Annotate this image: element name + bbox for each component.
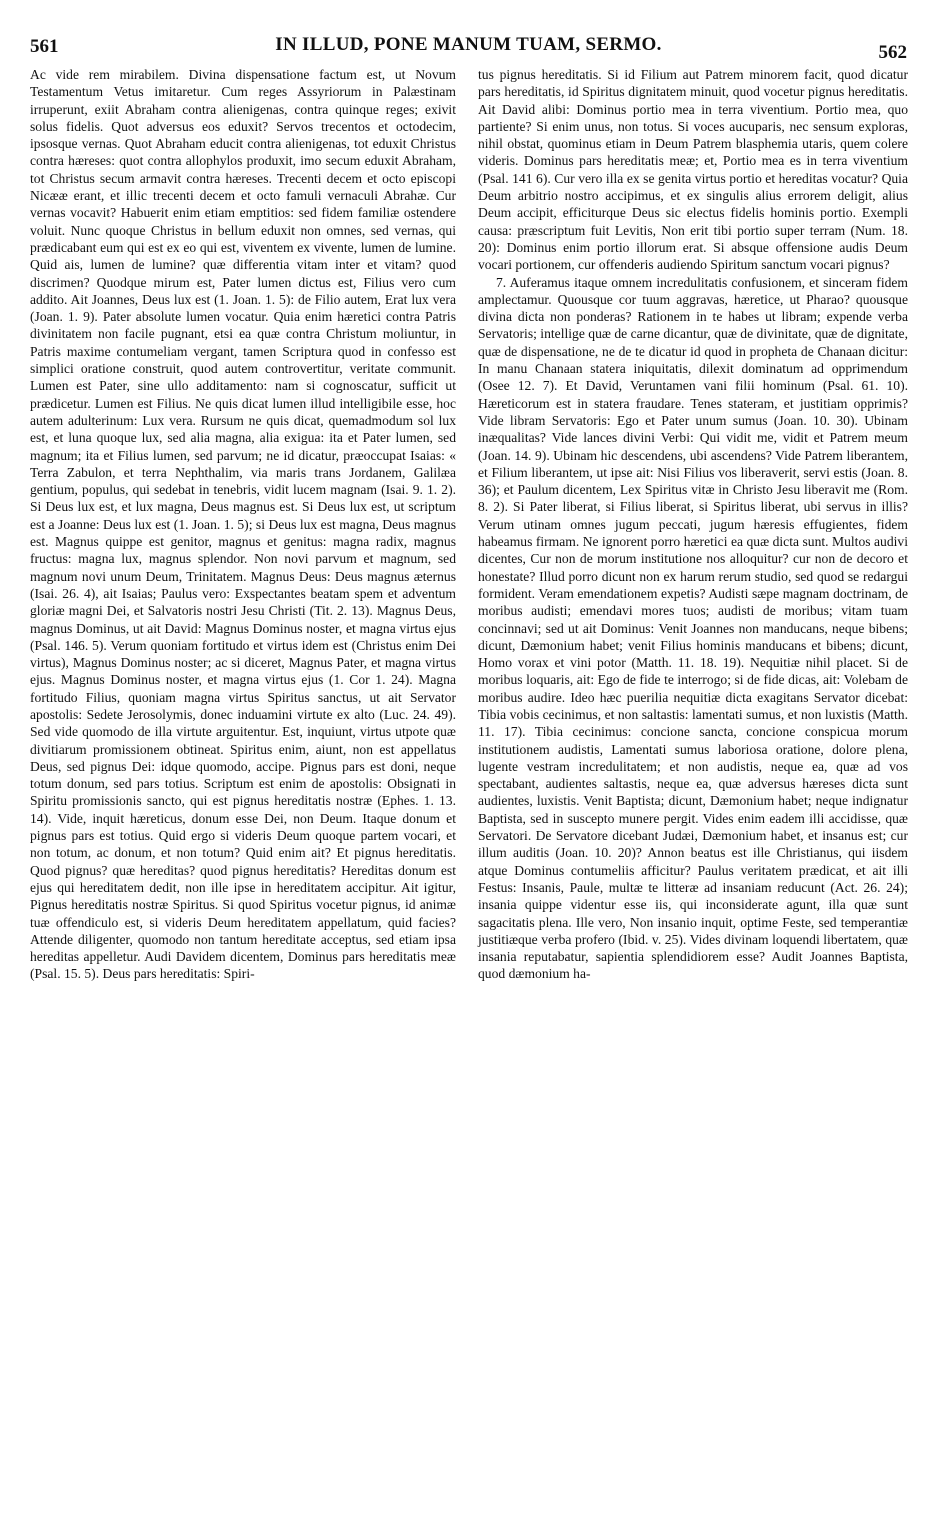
page-number-right: 562	[878, 42, 907, 63]
right-paragraph-section-7: 7. Auferamus itaque omnem incredulitatis confusionem, et sinceram fidem amplectamur. Quousque cor tuum aggravas, hæretice, ut Pharao? quousque divina dicta non ponderas? Rationem in te habes ut libram; expende verba Servatoris; intellige quæ de carne dicantur, quæ de divinitate, quæ de dignitate, quæ de dispensatione, ne de te dicatur id quod in propheta de Chanaan dicitur: In manu Chanaan statera iniquitatis, dilexit dominatum ad opprimendum (Osee 12. 7). Et David, Veruntamen vani filii hominum (Psal. 61. 10). Hæreticorum est in statera fraudare. Tenes stateram, et justitiam opprimis? Vide libram Servatoris: Ego et Pater unum sumus (Joan. 10. 30). Ubinam inæqualitas? Vide lances divini Verbi: Qui vidit me, vidit et Patrem meum (Joan. 14. 9). Ubinam hic descendens, ubi ascendens? Vide Patrem liberantem, et Filium liberantem, ut ipse ait: Nisi Filius vos liberaverit, servi estis (Joan. 8. 36); et Paulum dicentem, Lex Spiritus vitæ in Christo Jesu liberavit me (Rom. 8. 2). Si Pater liberat, si Filius liberat, si Spiritus liberat, ubi servus in illis? Verum utinam omnes jugum peccati, jugum hæresis effugientes, fidem habeamus firmam. Ne ignorent porro hæretici ea quæ dicta sunt. Multos audivi dicentes, Cur non de morum institutione nos alloquitur? cur non de decoro et honestate? Illud porro dicunt non ex harum rerum studio, sed quod se redargui formident. Veram emendationem expetis? Audisti sæpe magnam doctrinam, de moribus audisti; emendavi mores tuos; audisti de moribus; vitam tuam concinnavi; sed ut ait Dominus: Venit Joannes non manducans, neque bibens; dicunt, Dæmonium habet; venit Filius hominis manducans et bibens; dicunt, Homo vorax et vini potor (Matth. 11. 18. 19). Nequitiæ nihil placet. Si de moribus loquaris, ait: Ego de fide te interrogo; si de fide dicas, ait: Volebam de moribus audire. Ideo hæc puerilia nequitiæ dicta exagitans Servator dicebat: Tibia vobis cecinimus, et non saltastis: lamentati sumus, et non luxistis (Matth. 11. 17). Tibia cecinimus: concione sancta, concione conspicua morum institutionem audistis, Lamentati sumus laboriosa oratione, dolore plena, lugente vestram incredulitatem; et non audistis, neque ea, quæ ad vos spectabant, audientes saltastis, neque ea, quæ adversus hæreses dicta sunt audientes, luxistis. Venit Baptista; dicunt, Dæmonium habet; neque indignatur Baptista, sed in suscepto munere pergit. Vides enim eadem illi accidisse, quæ Servatori. De Servatore dicebant Judæi, Dæmonium habet, et insanus est; cur illum auditis (Joan. 10. 20)? Annon beatus est ille Christianus, qui iisdem atque Dominus contumeliis afficitur? Paulus veritatem prædicat, et ait illi Festus: Insanis, Paule, multæ te litteræ ad insaniam reducunt (Act. 26. 24); insania quippe videntur esse iis, qui inconsiderate agunt, illa quæ sunt sagacitatis plena. Ille vero, Non insanio inquit, optime Feste, sed temperantiæ justitiæque verba profero (Ibid. v. 25). Vides divinam loquendi libertatem, quæ insania reputabatur, sapientia splendidiorem esse? Audit Joannes Baptista, quod dæmonium ha-	[478, 274, 908, 982]
right-paragraph-continuation: tus pignus hereditatis. Si id Filium aut Patrem minorem facit, quod dicatur pars hereditatis, id Spiritus dignitatem minuit, quod vocetur pignus hereditatis. Ait David alibi: Dominus portio mea in terra viventium. Portio mea, quo partiente? Si enim unus, non totus. Si voces aucuparis, nec sensum exploras, nihil obstat, quominus etiam in Deum Patrem blasphemia utaris, quem colere videris. Dominus pars hereditatis meæ; et, Portio mea es in terra viventium (Psal. 141 6). Cur vero illa ex se genita virtus portio et hereditas vocatur? Quia Deum arbitrio nostro accipimus, et ex singulis alius errorem deligit, alius Deum accipit, efficiturque Deus sic electus fidelis hominis portio. Exempli causa: præscriptum fuit Levitis, Non erit tibi portio super terram (Num. 18. 20): Dominus enim portio illorum erat. Si absque offensione audis Deum vocari portionem, cur offenderis audiendo Spiritum sanctum vocari pignus?	[478, 67, 908, 273]
left-column	[30, 66, 456, 983]
page-header	[30, 34, 907, 63]
right-column	[478, 66, 908, 983]
page-number-left: 561	[30, 36, 59, 57]
left-paragraph: Ac vide rem mirabilem. Divina dispensatione factum est, ut Novum Testamentum Vetus imitaretur. Cum reges Assyriorum in Palæstinam irruperunt, exiit Abraham contra alienigenas, contra quinque reges; exivit solus fidelis. Quot adversus eos eduxit? Servos trecentos et octodecim, ipsosque vernas. Quot Abraham educit contra alienigenas, tot eduxit Christus contra hæreses: quot contra allophylos produxit, imo secum eduxit Abraham, tot Christus secum armavit contra hæreses. Trecenti decem et octo episcopi Nicææ erant, et illic trecenti decem et octo famuli vernaculi Abrahæ. Cur vernas vocavit? Habuerit enim etiam emptitios: sed fidem familiæ ostendere voluit. Nunc quoque Christus in bellum eduxit non omnes, sed vernas, qui prædicabant eum qui est ex eo qui est, viventem ex vivente, lumen de lumine. Quid ais, lumen de lumine? quæ differentia vitam inter et vitam? quod discrimen? Quodque mirum est, Pater lumen dictus est, Filius vero cum addito. Ait Joannes, Deus lux est (1. Joan. 1. 5): de Filio autem, Erat lux vera (Joan. 1. 9). Pater absolute lumen vocatur. Quia enim hæretici contra Patris divinitatem non facile pugnant, etsi ea quæ contra Christum moliuntur, in Patris maxime contumeliam vergant, tamen Scriptura quod in confesso est simplici oratione construit, quod autem controvertitur, veritate communit. Lumen est Pater, sine ullo additamento: nam si cognoscatur, sufficit ut prædicetur. Lumen est Filius. Ne quis dicat lumen illud intelligibile esse, hoc autem adulterinum: Lux vera. Rursum ne quis dicat, quemadmodum sol lux est, et luna quoque lux, sed alia magna, alia exigua: ita et Pater lumen, sed magnum; ita et Filius lumen, sed parvum; ne id dicatur, præoccupat Isaias: « Terra Zabulon, et terra Nephthalim, via maris trans Jordanem, Galilæa gentium, populus, qui sedebat in tenebris, vidit lucem magnam (Isai. 9. 1. 2). Si Deus lux est, et lux magna, Deus magnus est. Si Deus lux est, ut scriptum est a Joanne: Deus lux est (1. Joan. 1. 5); si Deus lux est magna, Deus magnus est. Magnus quippe est genitor, magnus et genitus: magna radix, magnus fructus: magna lux, magnus splendor. Non novi parvum et magnum, sed magnum novi unum Deum, Trinitatem. Magnus Deus: Deus magnus æternus (Isai. 26. 4), ait Isaias; Paulus vero: Exspectantes beatam spem et adventum gloriæ magni Dei, et Salvatoris nostri Jesu Christi (Tit. 2. 13). Magnus Deus, magnus Dominus, ut ait David: Magnus Dominus noster, et magna virtus ejus (Psal. 146. 5). Verum quoniam fortitudo et virtus idem est (Christus enim Dei virtus), Magnus Dominus noster; ac si diceret, Magnus Pater, et magna virtus ejus. Magnus Dominus noster, et magna virtus ejus (1. Cor 1. 24). Magna fortitudo Filius, quoniam magna virtus Spiritus sanctus, ut ait Servator apostolis: Sedete Jerosolymis, donec induamini virtute ex alto (Luc. 24. 49). Sed vide quomodo de illa virtute arguitentur. Est, inquiunt, virtus utpote quæ divitiarum promissionem obtineat. Spiritus enim, aiunt, non est appellatus Deus, sed pignus Dei: idque quomodo, accipe. Pignus pars est doni, neque totum donum, sed pars totius. Scriptum est enim de apostolis: Obsignati in Spiritu promissionis sancto, qui est pignus hereditatis nostræ (Ephes. 1. 13. 14). Vide, inquit hæreticus, donum esse Dei, non Deum. Itaque donum et pignus pars est totius. Quid ergo si videris Deum quoque partem vocari, et non totum, ac donum, et non totum? Quid enim ait? Et pignus hereditatis. Quod pignus? quæ hereditas? quod pignus hereditatis? Hereditas donum est ejus qui hereditatem dedit, non ille ipse in hereditatem accipitur. Ait igitur, Pignus hereditatis nostræ Spiritus. Si quod Spiritus vocetur pignus, id animæ tuæ offendiculo est, si videris Deum hereditatem appellatum, quid facies? Attende diligenter, quomodo non tantum hereditate acceptus, sed etiam ipsa hereditas appelletur. Audi Davidem dicentem, Dominus pars hereditatis meæ (Psal. 15. 5). Deus pars hereditatis: Spiri-	[30, 67, 456, 982]
running-title: IN ILLUD, PONE MANUM TUAM, SERMO.	[275, 34, 662, 55]
